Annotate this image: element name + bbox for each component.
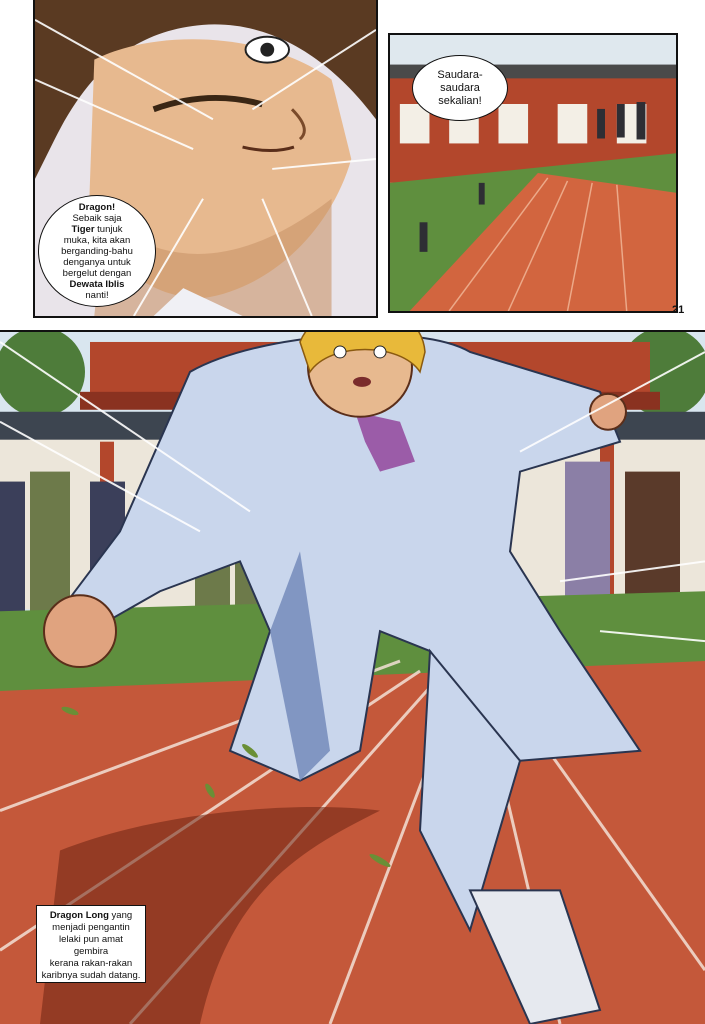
bubble-dragon-line4: muka, kita akan (63, 234, 131, 246)
bubble-dragon-line5: berganding-bahu (61, 245, 133, 257)
bubble-dragon-line1: Dragon! (78, 201, 116, 213)
bubble-name-dewata: Dewata Iblis (69, 278, 125, 290)
bubble-dragon-line6: denganya untuk (63, 256, 131, 268)
bubble-dragon-line3: tunjuk (94, 223, 123, 235)
speech-bubble-saudara (412, 55, 508, 121)
bubble-saudara-line3: sekalian! (438, 94, 482, 107)
caption-name: Dragon Long (49, 910, 109, 921)
bubble-dragon-line8: nanti! (85, 289, 109, 301)
page-number: 21 (672, 304, 685, 316)
speech-bubble-dragon (38, 195, 156, 307)
bubble-saudara-line1: Saudara- (437, 68, 483, 81)
bubble-saudara-line2: saudara (440, 81, 480, 94)
bubble-dragon-line2: Sebaik saja (72, 212, 122, 224)
bubble-dragon-line7: bergelut dengan (62, 267, 132, 279)
narration-caption (36, 905, 146, 983)
caption-text1: yang (108, 910, 133, 921)
caption-text5: karibnya sudah datang. (41, 970, 141, 981)
caption-text3: lelaki pun amat gembira (59, 934, 123, 957)
bubble-name-tiger: Tiger (71, 223, 95, 235)
caption-text4: kerana rakan-rakan (49, 958, 133, 969)
caption-text2: menjadi pengantin (52, 922, 130, 933)
